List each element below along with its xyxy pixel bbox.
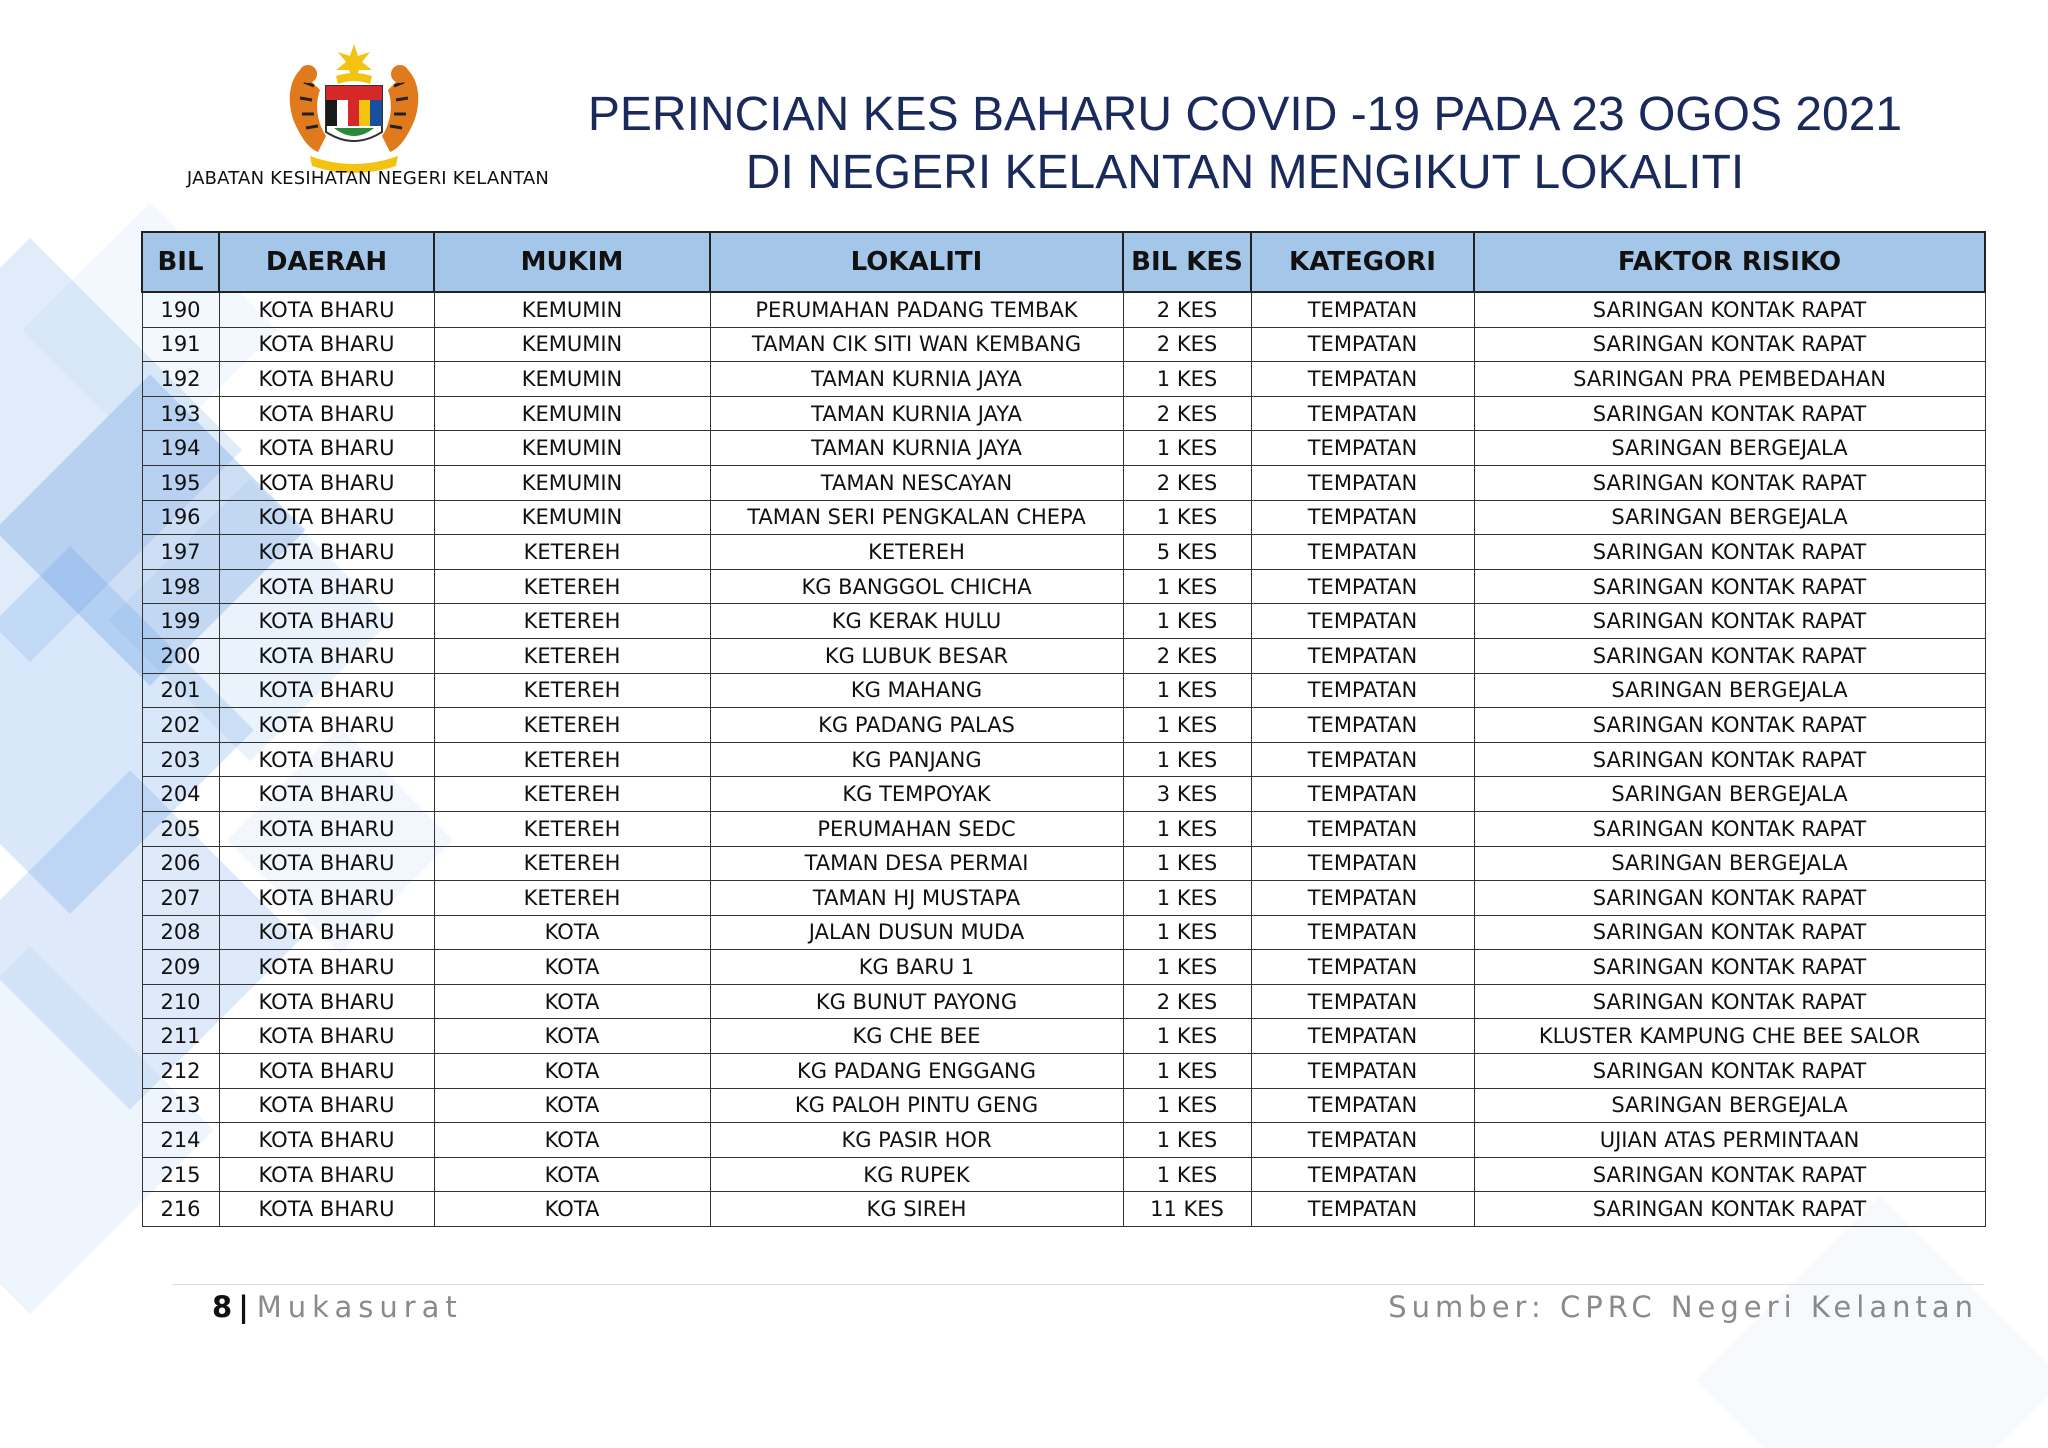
cell-bil-kes: 2 KES	[1123, 327, 1251, 362]
cell-bil-kes: 1 KES	[1123, 431, 1251, 466]
cell-bil-kes: 2 KES	[1123, 465, 1251, 500]
cell-daerah: KOTA BHARU	[219, 604, 434, 639]
column-header-faktor-risiko: FAKTOR RISIKO	[1474, 232, 1985, 292]
table-row	[142, 1123, 1985, 1158]
table-row	[142, 881, 1985, 916]
page-label: Mukasurat	[256, 1290, 463, 1324]
cell-kategori: TEMPATAN	[1251, 1192, 1474, 1227]
table-row	[142, 500, 1985, 535]
cell-daerah: KOTA BHARU	[219, 915, 434, 950]
table-row	[142, 1054, 1985, 1089]
cell-mukim: KOTA	[434, 1192, 710, 1227]
table-row	[142, 915, 1985, 950]
cell-bil: 214	[142, 1123, 219, 1158]
cell-mukim: KEMUMIN	[434, 431, 710, 466]
cell-mukim: KETEREH	[434, 811, 710, 846]
cell-daerah: KOTA BHARU	[219, 1157, 434, 1192]
cell-mukim: KETEREH	[434, 638, 710, 673]
cell-faktor-risiko: SARINGAN KONTAK RAPAT	[1474, 535, 1985, 570]
table-row	[142, 1157, 1985, 1192]
cell-mukim: KETEREH	[434, 881, 710, 916]
cell-bil-kes: 1 KES	[1123, 673, 1251, 708]
cell-daerah: KOTA BHARU	[219, 500, 434, 535]
cell-kategori: TEMPATAN	[1251, 708, 1474, 743]
cell-faktor-risiko: SARINGAN KONTAK RAPAT	[1474, 881, 1985, 916]
cell-kategori: TEMPATAN	[1251, 638, 1474, 673]
cell-lokaliti: TAMAN SERI PENGKALAN CHEPA	[710, 500, 1123, 535]
cell-bil-kes: 11 KES	[1123, 1192, 1251, 1227]
cell-faktor-risiko: SARINGAN KONTAK RAPAT	[1474, 465, 1985, 500]
cell-bil: 215	[142, 1157, 219, 1192]
cell-kategori: TEMPATAN	[1251, 292, 1474, 327]
cell-kategori: TEMPATAN	[1251, 1019, 1474, 1054]
cell-daerah: KOTA BHARU	[219, 811, 434, 846]
cell-mukim: KETEREH	[434, 569, 710, 604]
cell-faktor-risiko: SARINGAN KONTAK RAPAT	[1474, 708, 1985, 743]
cell-kategori: TEMPATAN	[1251, 915, 1474, 950]
table-body	[142, 292, 1985, 1227]
page-number	[212, 1290, 463, 1324]
cell-faktor-risiko: UJIAN ATAS PERMINTAAN	[1474, 1123, 1985, 1158]
cell-lokaliti: KG KERAK HULU	[710, 604, 1123, 639]
cell-daerah: KOTA BHARU	[219, 1054, 434, 1089]
cell-faktor-risiko: SARINGAN KONTAK RAPAT	[1474, 984, 1985, 1019]
table-row	[142, 777, 1985, 812]
cell-mukim: KOTA	[434, 1088, 710, 1123]
cell-lokaliti: JALAN DUSUN MUDA	[710, 915, 1123, 950]
cell-lokaliti: KG CHE BEE	[710, 1019, 1123, 1054]
cell-mukim: KOTA	[434, 1019, 710, 1054]
cell-kategori: TEMPATAN	[1251, 569, 1474, 604]
cell-lokaliti: TAMAN KURNIA JAYA	[710, 362, 1123, 397]
cell-faktor-risiko: SARINGAN BERGEJALA	[1474, 500, 1985, 535]
cell-faktor-risiko: SARINGAN KONTAK RAPAT	[1474, 569, 1985, 604]
cell-lokaliti: KETEREH	[710, 535, 1123, 570]
cell-kategori: TEMPATAN	[1251, 1157, 1474, 1192]
table-row	[142, 673, 1985, 708]
cell-bil: 207	[142, 881, 219, 916]
page-title	[520, 86, 1970, 202]
cell-bil: 212	[142, 1054, 219, 1089]
cell-bil: 202	[142, 708, 219, 743]
table-row	[142, 535, 1985, 570]
cell-faktor-risiko: SARINGAN KONTAK RAPAT	[1474, 811, 1985, 846]
cell-faktor-risiko: SARINGAN BERGEJALA	[1474, 846, 1985, 881]
column-header-mukim: MUKIM	[434, 232, 710, 292]
table-row	[142, 708, 1985, 743]
cell-bil: 199	[142, 604, 219, 639]
cell-bil-kes: 1 KES	[1123, 742, 1251, 777]
cell-daerah: KOTA BHARU	[219, 396, 434, 431]
cell-faktor-risiko: SARINGAN KONTAK RAPAT	[1474, 742, 1985, 777]
cell-lokaliti: KG PASIR HOR	[710, 1123, 1123, 1158]
cell-lokaliti: KG SIREH	[710, 1192, 1123, 1227]
source-credit: Sumber: CPRC Negeri Kelantan	[1388, 1290, 1978, 1324]
cell-kategori: TEMPATAN	[1251, 673, 1474, 708]
cell-daerah: KOTA BHARU	[219, 950, 434, 985]
cell-kategori: TEMPATAN	[1251, 1088, 1474, 1123]
cell-faktor-risiko: SARINGAN BERGEJALA	[1474, 1088, 1985, 1123]
cell-bil: 191	[142, 327, 219, 362]
cell-faktor-risiko: SARINGAN KONTAK RAPAT	[1474, 915, 1985, 950]
cell-bil: 209	[142, 950, 219, 985]
cell-daerah: KOTA BHARU	[219, 569, 434, 604]
cell-daerah: KOTA BHARU	[219, 673, 434, 708]
table-row	[142, 465, 1985, 500]
table-row	[142, 638, 1985, 673]
table-row	[142, 1192, 1985, 1227]
table-row	[142, 292, 1985, 327]
cell-lokaliti: PERUMAHAN SEDC	[710, 811, 1123, 846]
cell-bil: 210	[142, 984, 219, 1019]
title-line-1: PERINCIAN KES BAHARU COVID -19 PADA 23 OGOS 2021	[587, 88, 1903, 141]
agency-name: JABATAN KESIHATAN NEGERI KELANTAN	[186, 168, 550, 189]
cell-mukim: KETEREH	[434, 742, 710, 777]
cell-kategori: TEMPATAN	[1251, 465, 1474, 500]
cell-bil-kes: 1 KES	[1123, 846, 1251, 881]
cell-bil: 213	[142, 1088, 219, 1123]
cell-mukim: KEMUMIN	[434, 327, 710, 362]
cell-kategori: TEMPATAN	[1251, 362, 1474, 397]
cell-bil-kes: 2 KES	[1123, 984, 1251, 1019]
cell-kategori: TEMPATAN	[1251, 396, 1474, 431]
cell-bil: 211	[142, 1019, 219, 1054]
table-row	[142, 604, 1985, 639]
cell-bil-kes: 2 KES	[1123, 638, 1251, 673]
cell-daerah: KOTA BHARU	[219, 1019, 434, 1054]
cell-daerah: KOTA BHARU	[219, 777, 434, 812]
cell-faktor-risiko: SARINGAN KONTAK RAPAT	[1474, 1192, 1985, 1227]
cell-mukim: KOTA	[434, 1123, 710, 1158]
cell-kategori: TEMPATAN	[1251, 604, 1474, 639]
cell-bil: 216	[142, 1192, 219, 1227]
cell-bil: 192	[142, 362, 219, 397]
cell-lokaliti: TAMAN KURNIA JAYA	[710, 431, 1123, 466]
table-row	[142, 1088, 1985, 1123]
cell-mukim: KEMUMIN	[434, 292, 710, 327]
cell-kategori: TEMPATAN	[1251, 431, 1474, 466]
cell-daerah: KOTA BHARU	[219, 742, 434, 777]
cell-kategori: TEMPATAN	[1251, 777, 1474, 812]
cell-bil: 206	[142, 846, 219, 881]
cell-mukim: KEMUMIN	[434, 362, 710, 397]
cell-faktor-risiko: SARINGAN KONTAK RAPAT	[1474, 327, 1985, 362]
cell-kategori: TEMPATAN	[1251, 1054, 1474, 1089]
table-row	[142, 362, 1985, 397]
cell-lokaliti: TAMAN KURNIA JAYA	[710, 396, 1123, 431]
cell-faktor-risiko: SARINGAN KONTAK RAPAT	[1474, 292, 1985, 327]
cell-daerah: KOTA BHARU	[219, 1088, 434, 1123]
cell-daerah: KOTA BHARU	[219, 327, 434, 362]
cell-bil: 204	[142, 777, 219, 812]
table-row	[142, 569, 1985, 604]
cell-daerah: KOTA BHARU	[219, 431, 434, 466]
title-line-2: DI NEGERI KELANTAN MENGIKUT LOKALITI	[745, 146, 1745, 199]
cell-mukim: KETEREH	[434, 535, 710, 570]
cell-bil-kes: 1 KES	[1123, 881, 1251, 916]
cell-bil-kes: 1 KES	[1123, 811, 1251, 846]
cell-mukim: KEMUMIN	[434, 465, 710, 500]
cell-bil-kes: 2 KES	[1123, 396, 1251, 431]
cell-lokaliti: KG PALOH PINTU GENG	[710, 1088, 1123, 1123]
cell-faktor-risiko: SARINGAN KONTAK RAPAT	[1474, 1054, 1985, 1089]
cell-faktor-risiko: SARINGAN BERGEJALA	[1474, 777, 1985, 812]
cell-mukim: KETEREH	[434, 777, 710, 812]
cell-bil-kes: 1 KES	[1123, 915, 1251, 950]
cell-bil: 193	[142, 396, 219, 431]
cell-daerah: KOTA BHARU	[219, 292, 434, 327]
cell-mukim: KOTA	[434, 950, 710, 985]
cell-kategori: TEMPATAN	[1251, 1123, 1474, 1158]
cell-mukim: KETEREH	[434, 673, 710, 708]
cell-mukim: KETEREH	[434, 708, 710, 743]
cell-bil-kes: 3 KES	[1123, 777, 1251, 812]
cell-mukim: KOTA	[434, 984, 710, 1019]
cell-daerah: KOTA BHARU	[219, 881, 434, 916]
table-row	[142, 811, 1985, 846]
case-table	[141, 231, 1986, 1227]
cell-mukim: KOTA	[434, 1054, 710, 1089]
cell-mukim: KOTA	[434, 915, 710, 950]
cell-faktor-risiko: SARINGAN KONTAK RAPAT	[1474, 638, 1985, 673]
column-header-bil: BIL	[142, 232, 219, 292]
table-row	[142, 742, 1985, 777]
page-separator: |	[238, 1290, 249, 1324]
cell-faktor-risiko: SARINGAN BERGEJALA	[1474, 673, 1985, 708]
page-number-value: 8	[212, 1290, 233, 1324]
cell-bil: 201	[142, 673, 219, 708]
cell-kategori: TEMPATAN	[1251, 327, 1474, 362]
cell-daerah: KOTA BHARU	[219, 984, 434, 1019]
cell-bil-kes: 1 KES	[1123, 500, 1251, 535]
cell-bil: 190	[142, 292, 219, 327]
cell-lokaliti: TAMAN CIK SITI WAN KEMBANG	[710, 327, 1123, 362]
cell-lokaliti: KG TEMPOYAK	[710, 777, 1123, 812]
cell-bil: 194	[142, 431, 219, 466]
cell-bil-kes: 2 KES	[1123, 292, 1251, 327]
cell-mukim: KEMUMIN	[434, 396, 710, 431]
cell-lokaliti: TAMAN HJ MUSTAPA	[710, 881, 1123, 916]
cell-kategori: TEMPATAN	[1251, 500, 1474, 535]
cell-lokaliti: KG BARU 1	[710, 950, 1123, 985]
coat-of-arms-icon	[274, 40, 434, 180]
cell-kategori: TEMPATAN	[1251, 984, 1474, 1019]
cell-kategori: TEMPATAN	[1251, 881, 1474, 916]
cell-mukim: KOTA	[434, 1157, 710, 1192]
cell-kategori: TEMPATAN	[1251, 950, 1474, 985]
cell-bil-kes: 1 KES	[1123, 1157, 1251, 1192]
cell-bil-kes: 5 KES	[1123, 535, 1251, 570]
cell-lokaliti: KG LUBUK BESAR	[710, 638, 1123, 673]
cell-faktor-risiko: KLUSTER KAMPUNG CHE BEE SALOR	[1474, 1019, 1985, 1054]
column-header-lokaliti: LOKALITI	[710, 232, 1123, 292]
table-row	[142, 846, 1985, 881]
column-header-daerah: DAERAH	[219, 232, 434, 292]
cell-mukim: KEMUMIN	[434, 500, 710, 535]
cell-bil-kes: 1 KES	[1123, 950, 1251, 985]
cell-lokaliti: TAMAN DESA PERMAI	[710, 846, 1123, 881]
cell-daerah: KOTA BHARU	[219, 846, 434, 881]
cell-bil: 203	[142, 742, 219, 777]
cell-lokaliti: KG PANJANG	[710, 742, 1123, 777]
table-row	[142, 431, 1985, 466]
column-header-bil-kes: BIL KES	[1123, 232, 1251, 292]
cell-daerah: KOTA BHARU	[219, 535, 434, 570]
cell-bil: 195	[142, 465, 219, 500]
cell-faktor-risiko: SARINGAN KONTAK RAPAT	[1474, 1157, 1985, 1192]
cell-lokaliti: PERUMAHAN PADANG TEMBAK	[710, 292, 1123, 327]
cell-mukim: KETEREH	[434, 604, 710, 639]
cell-kategori: TEMPATAN	[1251, 742, 1474, 777]
table-row	[142, 327, 1985, 362]
table-row	[142, 396, 1985, 431]
cell-bil-kes: 1 KES	[1123, 1019, 1251, 1054]
cell-bil: 208	[142, 915, 219, 950]
cell-bil-kes: 1 KES	[1123, 708, 1251, 743]
table-row	[142, 984, 1985, 1019]
cell-kategori: TEMPATAN	[1251, 535, 1474, 570]
cell-faktor-risiko: SARINGAN BERGEJALA	[1474, 431, 1985, 466]
cell-daerah: KOTA BHARU	[219, 465, 434, 500]
cell-bil: 197	[142, 535, 219, 570]
cell-kategori: TEMPATAN	[1251, 846, 1474, 881]
cell-daerah: KOTA BHARU	[219, 708, 434, 743]
column-header-kategori: KATEGORI	[1251, 232, 1474, 292]
table-row	[142, 1019, 1985, 1054]
cell-daerah: KOTA BHARU	[219, 1123, 434, 1158]
cell-bil: 198	[142, 569, 219, 604]
cell-bil-kes: 1 KES	[1123, 362, 1251, 397]
cell-faktor-risiko: SARINGAN KONTAK RAPAT	[1474, 604, 1985, 639]
cell-mukim: KETEREH	[434, 846, 710, 881]
cell-faktor-risiko: SARINGAN KONTAK RAPAT	[1474, 396, 1985, 431]
cell-kategori: TEMPATAN	[1251, 811, 1474, 846]
table-header-row	[142, 232, 1985, 292]
cell-lokaliti: KG BANGGOL CHICHA	[710, 569, 1123, 604]
footer-divider	[172, 1284, 1984, 1285]
cell-bil-kes: 1 KES	[1123, 604, 1251, 639]
cell-faktor-risiko: SARINGAN KONTAK RAPAT	[1474, 950, 1985, 985]
cell-lokaliti: KG RUPEK	[710, 1157, 1123, 1192]
cell-bil-kes: 1 KES	[1123, 569, 1251, 604]
cell-lokaliti: TAMAN NESCAYAN	[710, 465, 1123, 500]
cell-daerah: KOTA BHARU	[219, 362, 434, 397]
cell-daerah: KOTA BHARU	[219, 1192, 434, 1227]
cell-lokaliti: KG MAHANG	[710, 673, 1123, 708]
cell-lokaliti: KG PADANG ENGGANG	[710, 1054, 1123, 1089]
cell-bil-kes: 1 KES	[1123, 1054, 1251, 1089]
cell-daerah: KOTA BHARU	[219, 638, 434, 673]
cell-bil: 196	[142, 500, 219, 535]
cell-lokaliti: KG PADANG PALAS	[710, 708, 1123, 743]
table-row	[142, 950, 1985, 985]
cell-bil: 200	[142, 638, 219, 673]
cell-bil-kes: 1 KES	[1123, 1088, 1251, 1123]
cell-bil: 205	[142, 811, 219, 846]
cell-bil-kes: 1 KES	[1123, 1123, 1251, 1158]
cell-lokaliti: KG BUNUT PAYONG	[710, 984, 1123, 1019]
cell-faktor-risiko: SARINGAN PRA PEMBEDAHAN	[1474, 362, 1985, 397]
